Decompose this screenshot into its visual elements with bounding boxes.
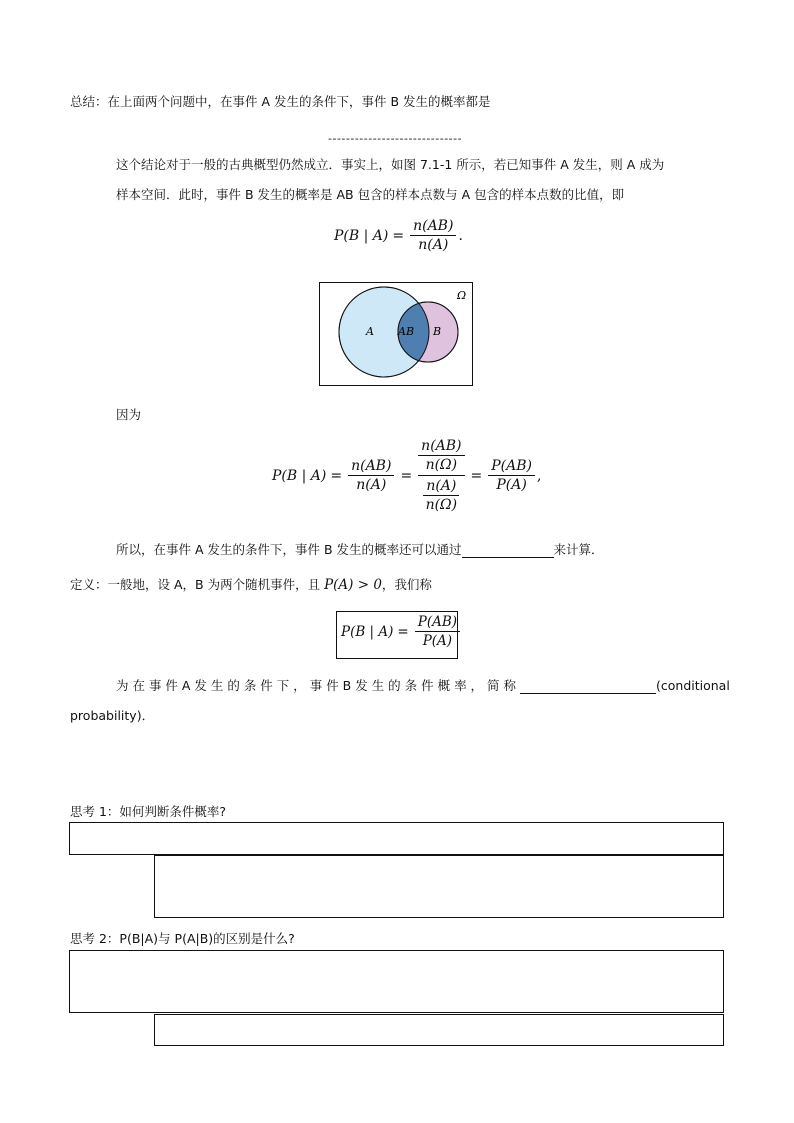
formula-derivation <box>272 438 541 513</box>
venn-diagram <box>319 282 473 386</box>
formula2-eq2: = <box>400 467 413 484</box>
formula2-compound-fraction: $\frac{\frac{n(AB)}{n(\Omega)}}{\frac{n(A)}{n(\Omega)}}$ <box>418 438 464 513</box>
formula1-eq: = <box>392 227 405 244</box>
formula1-lhs: P(B | A) <box>334 227 389 244</box>
paragraph-definition-line-2: probability)． <box>70 708 155 723</box>
omega-label: Ω <box>457 289 467 302</box>
think-2-label: 思考 2：P(B|A)与 P(A|B)的区别是什么? <box>70 931 295 946</box>
think-1-answer-box-top[interactable] <box>69 822 724 855</box>
think-1-answer-box-bottom[interactable] <box>154 855 724 918</box>
summary-text: 总结：在上面两个问题中，在事件 A 发生的条件下，事件 B 发生的概率都是 <box>70 94 491 109</box>
paragraph-line-2: 样本空间．此时，事件 B 发生的概率是 AB 包含的样本点数与 A 包含的样本点数的比值，即 <box>116 187 625 202</box>
formula2-eq3: = <box>470 467 483 484</box>
formula2-tail: , <box>537 467 542 484</box>
formula1-num: n(AB) <box>410 218 456 236</box>
label-ab: AB <box>398 325 415 338</box>
summary-dashes: ------------------------------ <box>328 132 463 145</box>
think-2-answer-box-bottom[interactable] <box>154 1014 724 1046</box>
definition-line: 定义：一般地，设 A，B 为两个随机事件，且 P(A) > 0，我们称 <box>70 577 432 593</box>
formula2-fraction-prob: $\frac{P(AB)}{P(A)}$ <box>488 458 535 493</box>
label-b: B <box>433 325 442 338</box>
think-1-label: 思考 1：如何判断条件概率? <box>70 804 227 819</box>
paragraph-line-1: 这个结论对于一般的古典概型仍然成立．事实上，如图 7.1-1 所示，若已知事件 A 发生，则 A 成为 <box>116 157 665 172</box>
formula2-lhs: P(B | A) <box>272 467 327 484</box>
fill-blank-formula[interactable] <box>462 542 554 558</box>
formula-definition: P(B | A) = $\frac{P(AB)}{P(A)}$ <box>341 614 462 649</box>
formula1-tail: . <box>458 227 463 244</box>
label-a: A <box>366 325 374 338</box>
think-2-answer-box-top[interactable] <box>69 950 724 1013</box>
formula2-eq1: = <box>330 467 343 484</box>
formula1-fraction <box>410 218 456 253</box>
formula2-fraction-count: $\frac{n(AB)}{n(A)}$ <box>348 458 394 493</box>
because-text: 因为 <box>116 407 142 422</box>
venn-svg <box>319 282 473 386</box>
paragraph-compute: 所以，在事件 A 发生的条件下，事件 B 发生的概率还可以通过 来计算． <box>116 542 604 557</box>
definition-condition: P(A) > 0 <box>324 577 382 593</box>
formula1-den: n(A) <box>418 237 449 253</box>
paragraph-definition-line-1: 为 在 事 件 A 发 生 的 条 件 下 ， 事 件 B 发 生 的 条 件 概 率 ， 简 称 (conditional <box>116 678 730 693</box>
formula-conditional-count <box>334 218 463 253</box>
fill-blank-term[interactable] <box>520 678 656 694</box>
